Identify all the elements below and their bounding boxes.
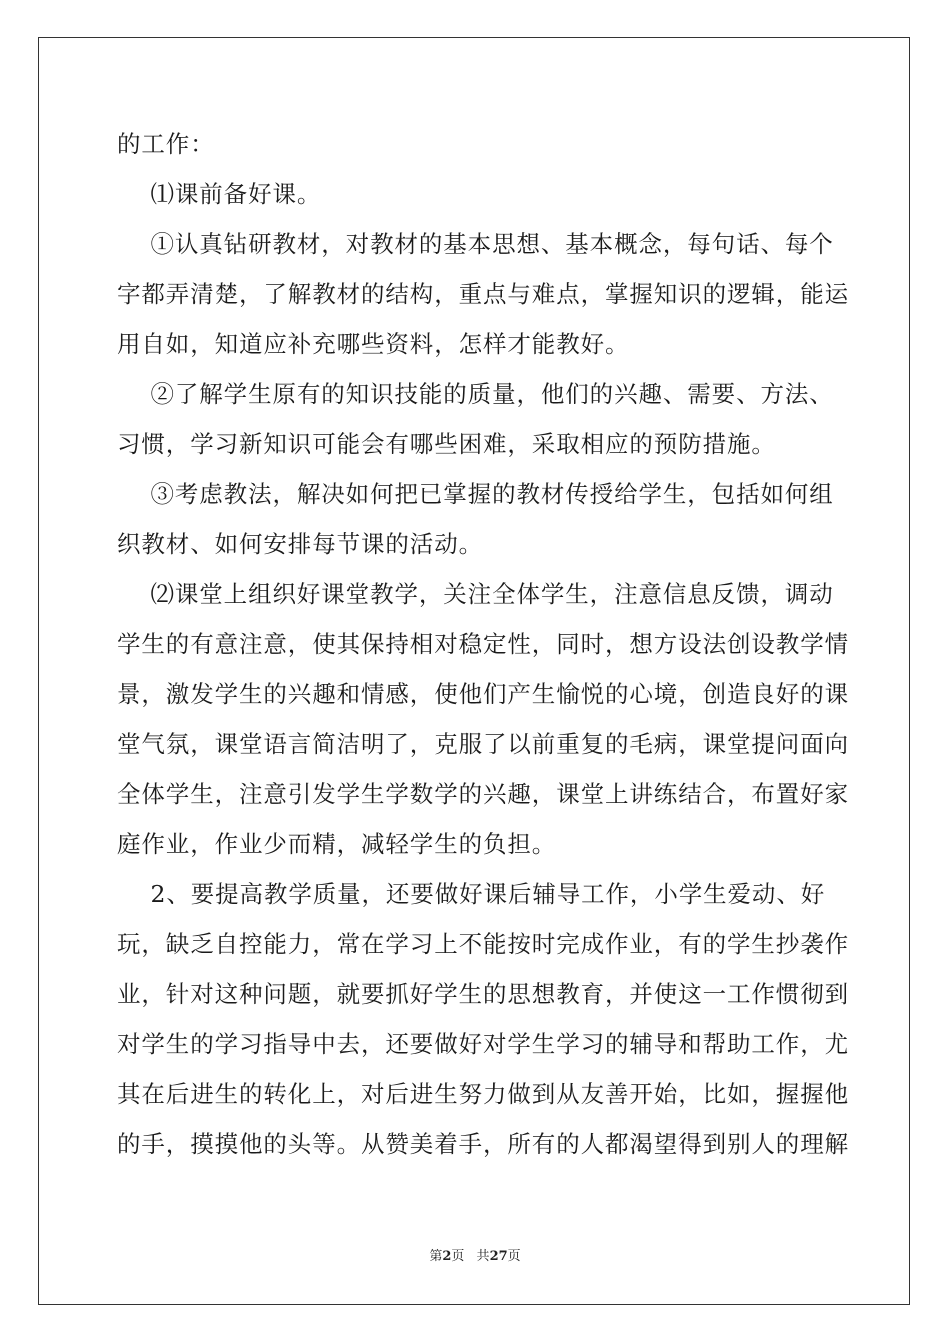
text-line: 全体学生，注意引发学生学数学的兴趣，课堂上讲练结合，布置好家 (117, 780, 849, 808)
text-line: 字都弄清楚，了解教材的结构，重点与难点，掌握知识的逻辑，能运 (117, 280, 849, 308)
text-line: ⑴课前备好课。 (117, 180, 322, 208)
text-line: 用自如，知道应补充哪些资料，怎样才能教好。 (117, 330, 630, 358)
text-line: 对学生的学习指导中去，还要做好对学生学习的辅导和帮助工作，尤 (117, 1030, 849, 1058)
text-line: 的工作： (117, 130, 215, 158)
text-line: 的手，摸摸他的头等。从赞美着手，所有的人都渴望得到别人的理解 (117, 1130, 849, 1158)
total-prefix: 共 (476, 1249, 490, 1264)
page-total (477, 1249, 521, 1264)
text-line: 习惯，学习新知识可能会有哪些困难，采取相应的预防措施。 (117, 430, 776, 458)
text-line: ①认真钻研教材，对教材的基本思想、基本概念，每句话、每个 (117, 230, 834, 258)
text-line: ③考虑教法，解决如何把已掌握的教材传授给学生，包括如何组 (117, 480, 834, 508)
current-page: 2 (442, 1249, 452, 1264)
page-suffix: 页 (451, 1249, 465, 1264)
text-line: 织教材、如何安排每节课的活动。 (117, 530, 483, 558)
text-line: ②了解学生原有的知识技能的质量，他们的兴趣、需要、方法、 (117, 380, 834, 408)
text-line: 学生的有意注意，使其保持相对稳定性，同时，想方设法创设教学情 (117, 630, 849, 658)
text-line: 堂气氛，课堂语言简洁明了，克服了以前重复的毛病，课堂提问面向 (117, 730, 849, 758)
text-line: 2、要提高教学质量，还要做好课后辅导工作，小学生爱动、好 (117, 880, 826, 908)
text-line: 玩，缺乏自控能力，常在学习上不能按时完成作业，有的学生抄袭作 (117, 930, 849, 958)
total-pages: 27 (489, 1249, 508, 1264)
page-footer (0, 1247, 950, 1267)
text-line: 业，针对这种问题，就要抓好学生的思想教育，并使这一工作惯彻到 (117, 980, 849, 1008)
page-prefix: 第 (429, 1249, 443, 1264)
page-number (429, 1249, 464, 1264)
total-suffix: 页 (507, 1249, 521, 1264)
text-line: 庭作业，作业少而精，减轻学生的负担。 (117, 830, 557, 858)
text-line: ⑵课堂上组织好课堂教学，关注全体学生，注意信息反馈，调动 (117, 580, 834, 608)
text-line: 景，激发学生的兴趣和情感，使他们产生愉悦的心境，创造良好的课 (117, 680, 849, 708)
text-line: 其在后进生的转化上，对后进生努力做到从友善开始，比如，握握他 (117, 1080, 849, 1108)
